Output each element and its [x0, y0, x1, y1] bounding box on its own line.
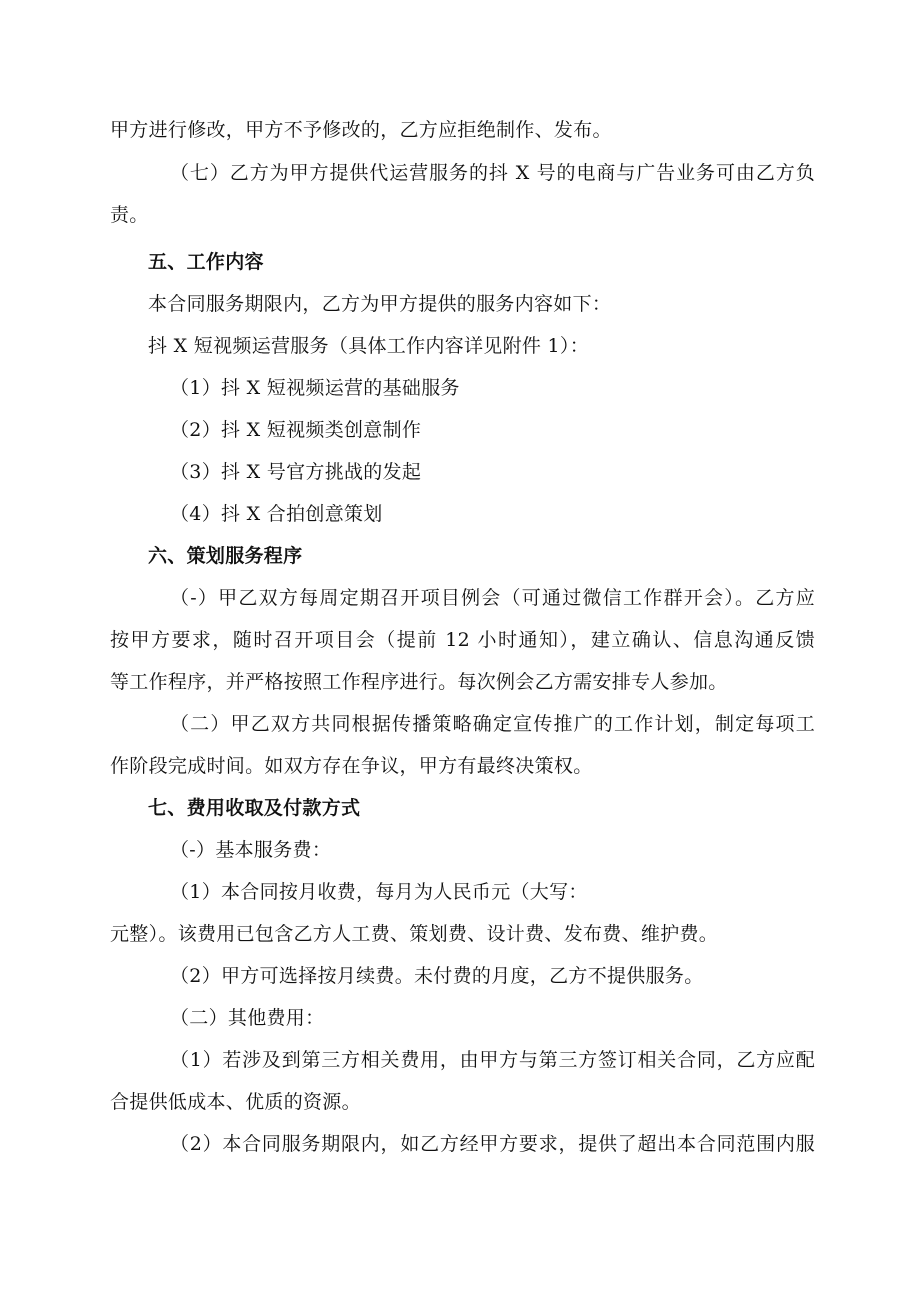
paragraph-line: （-）基本服务费： — [170, 839, 332, 861]
paragraph-line: （二）甲乙双方共同根据传播策略确定宣传推广的工作计划，制定每项工 — [170, 713, 815, 735]
paragraph-line: 按甲方要求，随时召开项目会（提前 12 小时通知），建立确认、信息沟通反馈 — [110, 629, 815, 651]
paragraph-line: 本合同服务期限内，乙方为甲方提供的服务内容如下： — [148, 293, 612, 315]
paragraph-line: 抖 X 短视频运营服务（具体工作内容详见附件 1）： — [148, 335, 590, 357]
paragraph-line: 元整）。该费用已包含乙方人工费、策划费、设计费、发布费、维护费。 — [110, 923, 719, 945]
paragraph-line: 等工作程序，并严格按照工作程序进行。每次例会乙方需安排专人参加。 — [110, 671, 728, 693]
paragraph-line: （二）其他费用： — [170, 1007, 325, 1029]
list-item: （2）抖 X 短视频类创意制作 — [170, 419, 422, 441]
list-item: （1）抖 X 短视频运营的基础服务 — [170, 377, 460, 399]
paragraph-line: （-）甲乙双方每周定期召开项目例会（可通过微信工作群开会）。乙方应 — [170, 587, 815, 609]
paragraph-line: （2）甲方可选择按月续费。未付费的月度，乙方不提供服务。 — [170, 965, 704, 987]
paragraph-line: （1）若涉及到第三方相关费用，由甲方与第三方签订相关合同，乙方应配 — [170, 1049, 815, 1071]
list-item: （4）抖 X 合拍创意策划 — [170, 503, 383, 525]
paragraph-line: （1）本合同按月收费，每月为人民币元（大写： — [170, 881, 588, 903]
paragraph-line: 责。 — [110, 204, 149, 226]
paragraph-line: （七）乙方为甲方提供代运营服务的抖 X 号的电商与广告业务可由乙方负 — [170, 162, 815, 184]
paragraph-line: 合提供低成本、优质的资源。 — [110, 1091, 361, 1113]
section-heading: 五、工作内容 — [148, 251, 264, 273]
list-item: （3）抖 X 号官方挑战的发起 — [170, 461, 422, 483]
paragraph-line: 作阶段完成时间。如双方存在争议，甲方有最终决策权。 — [110, 755, 593, 777]
paragraph-line: 甲方进行修改，甲方不予修改的，乙方应拒绝制作、发布。 — [110, 119, 612, 141]
section-heading: 七、费用收取及付款方式 — [148, 797, 361, 819]
paragraph-line: （2）本合同服务期限内，如乙方经甲方要求，提供了超出本合同范围内服 — [170, 1133, 815, 1155]
section-heading: 六、策划服务程序 — [148, 545, 303, 567]
